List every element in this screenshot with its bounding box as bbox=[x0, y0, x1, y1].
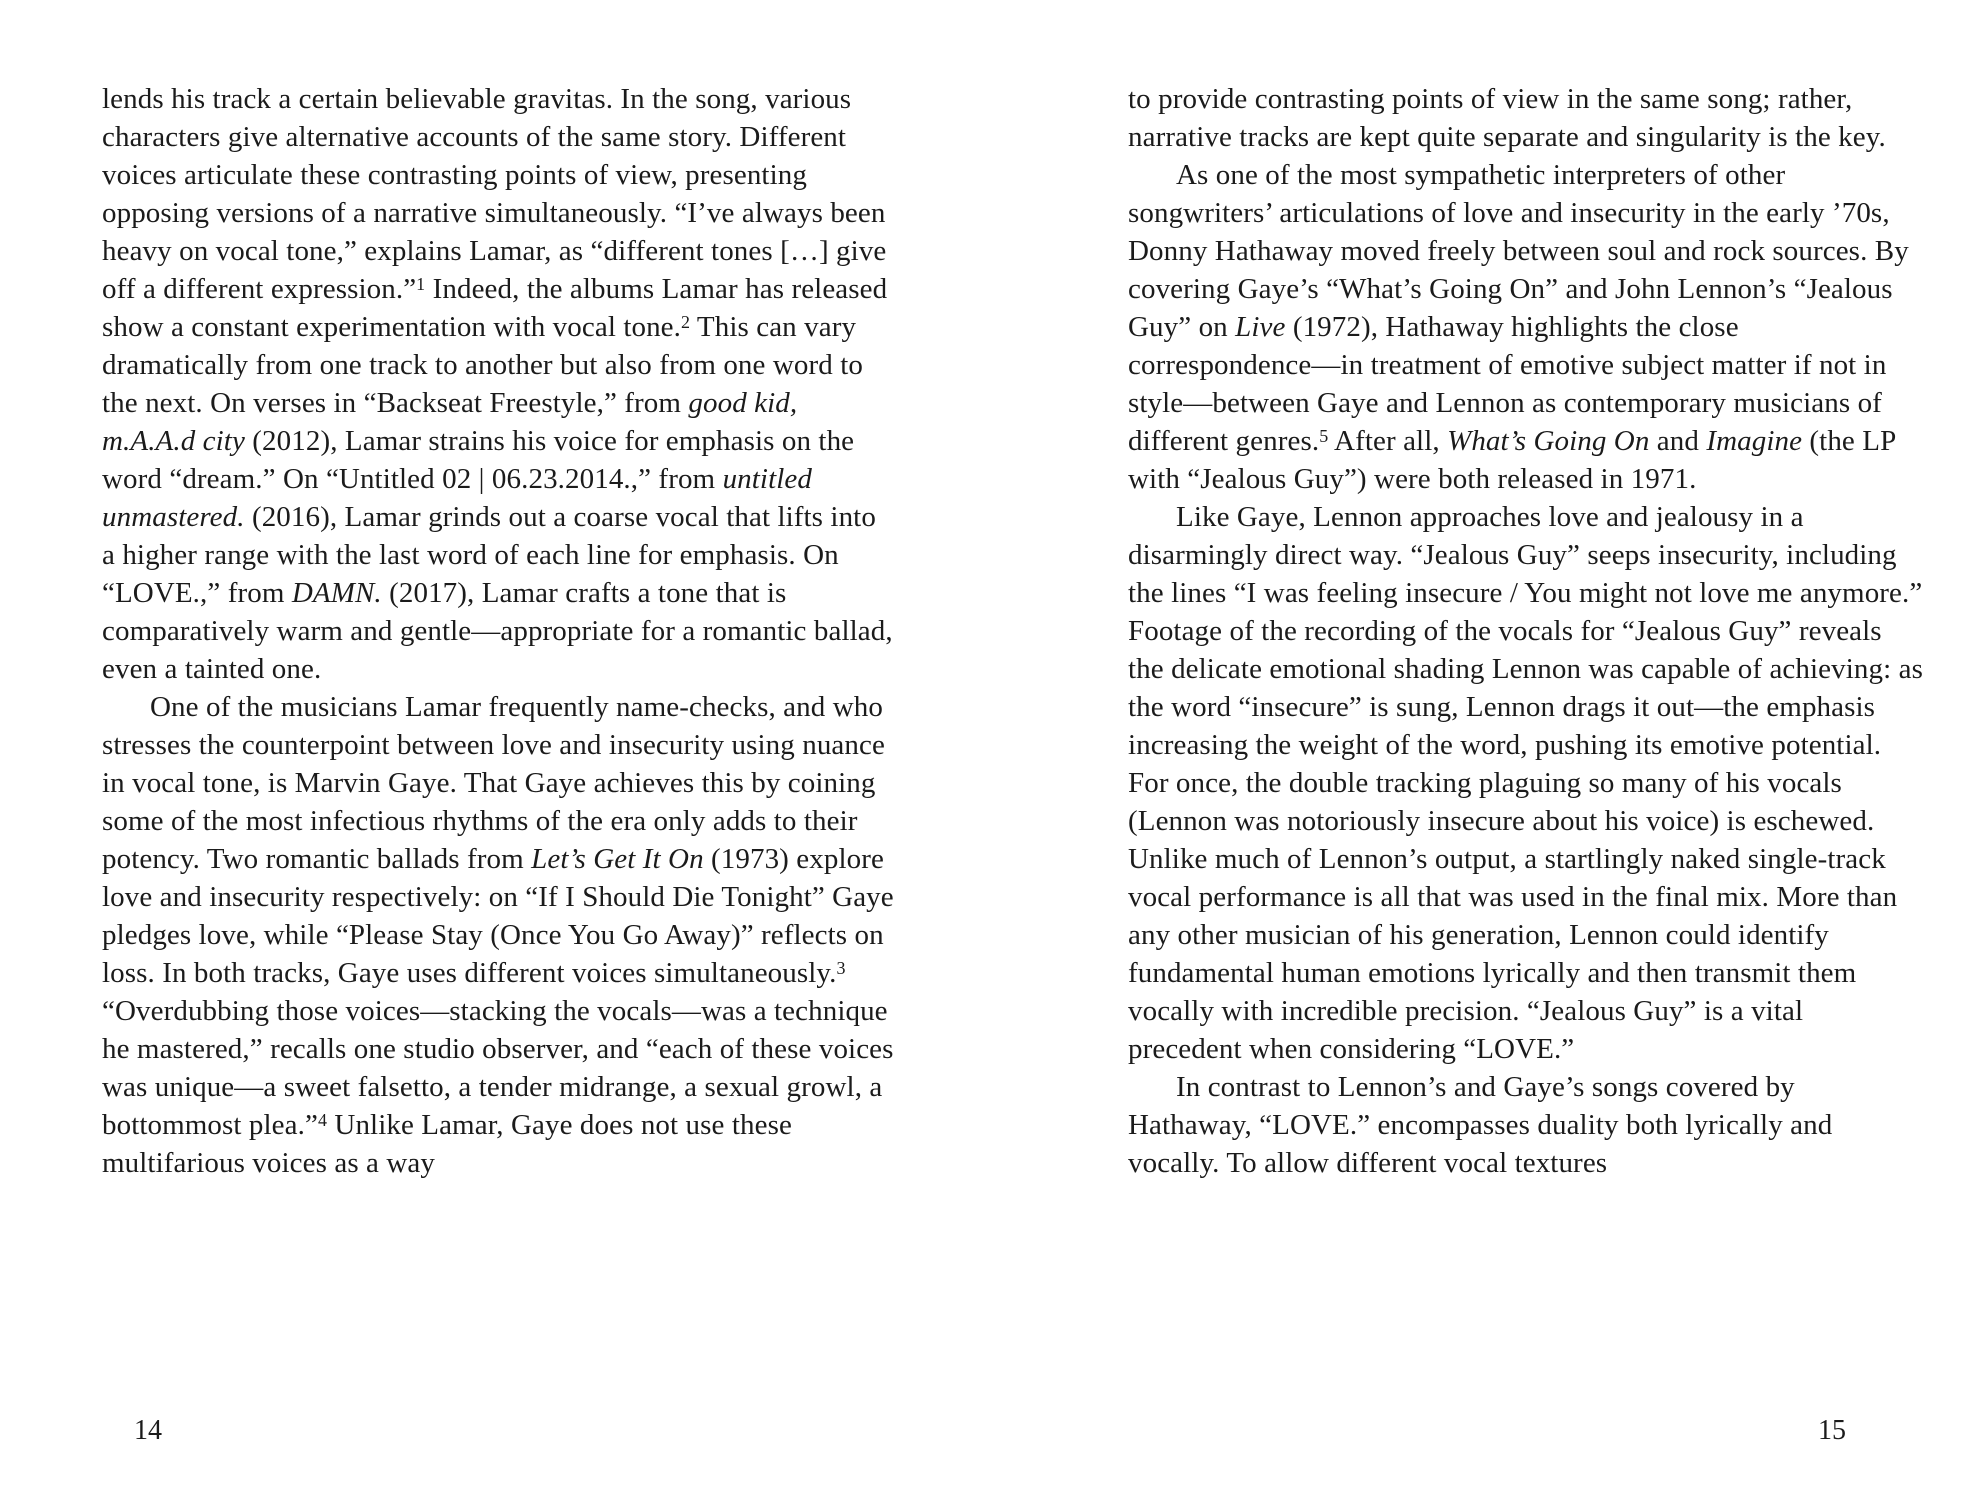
page-left-text-block bbox=[102, 80, 894, 1182]
text-run: (2012), Lamar strains his voice for emphasis on the word “dream.” On “Untitled 02 | 06.23.2014.,” from bbox=[102, 425, 855, 495]
paragraph bbox=[102, 80, 894, 688]
page-right-text-block bbox=[1128, 80, 1923, 1182]
footnote-marker: 4 bbox=[317, 1109, 328, 1130]
text-run: After all, bbox=[1328, 425, 1448, 457]
text-run: (1973) explore love and insecurity respectively: on “If I Should Die Tonight” Gaye pledges love, while “Please Stay (Once You Go Away)” reflects on loss. In both tracks, Gaye uses different voices simultaneously. bbox=[102, 843, 894, 989]
italic-text-run: Let’s Get It On bbox=[531, 843, 704, 875]
paragraph bbox=[1128, 156, 1923, 498]
text-run: “Overdubbing those voices—stacking the vocals—was a technique he mastered,” recalls one studio observer, and “each of these voices was unique—a sweet falsetto, a tender midrange, a sexual growl, a bottommost plea.” bbox=[102, 995, 894, 1141]
paragraph bbox=[1128, 498, 1923, 1068]
text-run: to provide contrasting points of view in the same song; rather, narrative tracks are kept quite separate and singularity is the key. bbox=[1128, 83, 1886, 153]
italic-text-run: What’s Going On bbox=[1447, 425, 1650, 457]
italic-text-run: good kid, m.A.A.d city bbox=[102, 387, 798, 457]
italic-text-run: DAMN. bbox=[291, 577, 382, 609]
footnote-marker: 1 bbox=[416, 273, 426, 294]
footnote-marker: 2 bbox=[681, 311, 691, 332]
text-run: and bbox=[1649, 425, 1707, 457]
italic-text-run: Imagine bbox=[1706, 425, 1803, 457]
text-run: lends his track a certain believable gravitas. In the song, various characters give alternative accounts of the same story. Different voices articulate these contrasting points of view, presenting opposing versions of a narrative simultaneously. “I’ve always been heavy on vocal tone,” explains Lamar, as “different tones […] give off a different expression.” bbox=[102, 83, 887, 305]
paragraph bbox=[1128, 1068, 1923, 1182]
text-run: As one of the most sympathetic interpreters of other songwriters’ articulations of love and insecurity in the early ’70s, Donny Hathaway moved freely between soul and rock sources. By covering Gaye’s “What’s Going On” and John Lennon’s “Jealous Guy” on bbox=[1128, 159, 1909, 343]
text-run: (1972), Hathaway highlights the close correspondence—in treatment of emotive subject matter if not in style—between Gaye and Lennon as contemporary musicians of different genres. bbox=[1128, 311, 1887, 457]
text-run: One of the musicians Lamar frequently name-checks, and who stresses the counterpoint between love and insecurity using nuance in vocal tone, is Marvin Gaye. That Gaye achieves this by coining some of the most infectious rhythms of the era only adds to their potency. Two romantic ballads from bbox=[102, 691, 885, 875]
text-run: Indeed, the albums Lamar has released show a constant experimentation with vocal tone. bbox=[102, 273, 888, 343]
footnote-marker: 3 bbox=[836, 957, 846, 978]
text-run: (2016), Lamar grinds out a coarse vocal that lifts into a higher range with the last word of each line for emphasis. On “LOVE.,” from bbox=[102, 501, 876, 609]
text-run: Unlike Lamar, Gaye does not use these multifarious voices as a way bbox=[102, 1109, 792, 1179]
text-run: (2017), Lamar crafts a tone that is comparatively warm and gentle—appropriate for a romantic ballad, even a tainted one. bbox=[102, 577, 893, 685]
paragraph bbox=[1128, 80, 1923, 156]
italic-text-run: untitled unmastered. bbox=[102, 463, 812, 533]
page-number-right: 15 bbox=[1818, 1415, 1846, 1446]
paragraph bbox=[102, 688, 894, 1182]
text-run: Like Gaye, Lennon approaches love and jealousy in a disarmingly direct way. “Jealous Guy” seeps insecurity, including the lines “I was feeling insecure / You might not love me anymore.” Footage of the recording of the vocals for “Jealous Guy” reveals the delicate emotional shading Lennon was capable of achieving: as the word “insecure” is sung, Lennon drags it out—the emphasis increasing the weight of the word, pushing its emotive potential. For once, the double tracking plaguing so many of his vocals (Lennon was notoriously insecure about his voice) is eschewed. Unlike much of Lennon’s output, a startlingly naked single-track vocal performance is all that was used in the final mix. More than any other musician of his generation, Lennon could identify fundamental human emotions lyrically and then transmit them vocally with incredible precision. “Jealous Guy” is a vital precedent when considering “LOVE.” bbox=[1128, 501, 1923, 1065]
page-number-left: 14 bbox=[134, 1415, 162, 1446]
text-run: In contrast to Lennon’s and Gaye’s songs covered by Hathaway, “LOVE.” encompasses duality both lyrically and vocally. To allow different vocal textures bbox=[1128, 1071, 1833, 1179]
text-run: (the LP with “Jealous Guy”) were both released in 1971. bbox=[1128, 425, 1896, 495]
italic-text-run: Live bbox=[1235, 311, 1286, 343]
text-run: This can vary dramatically from one track to another but also from one word to the next. On verses in “Backseat Freestyle,” from bbox=[102, 311, 863, 419]
footnote-marker: 5 bbox=[1319, 425, 1329, 446]
